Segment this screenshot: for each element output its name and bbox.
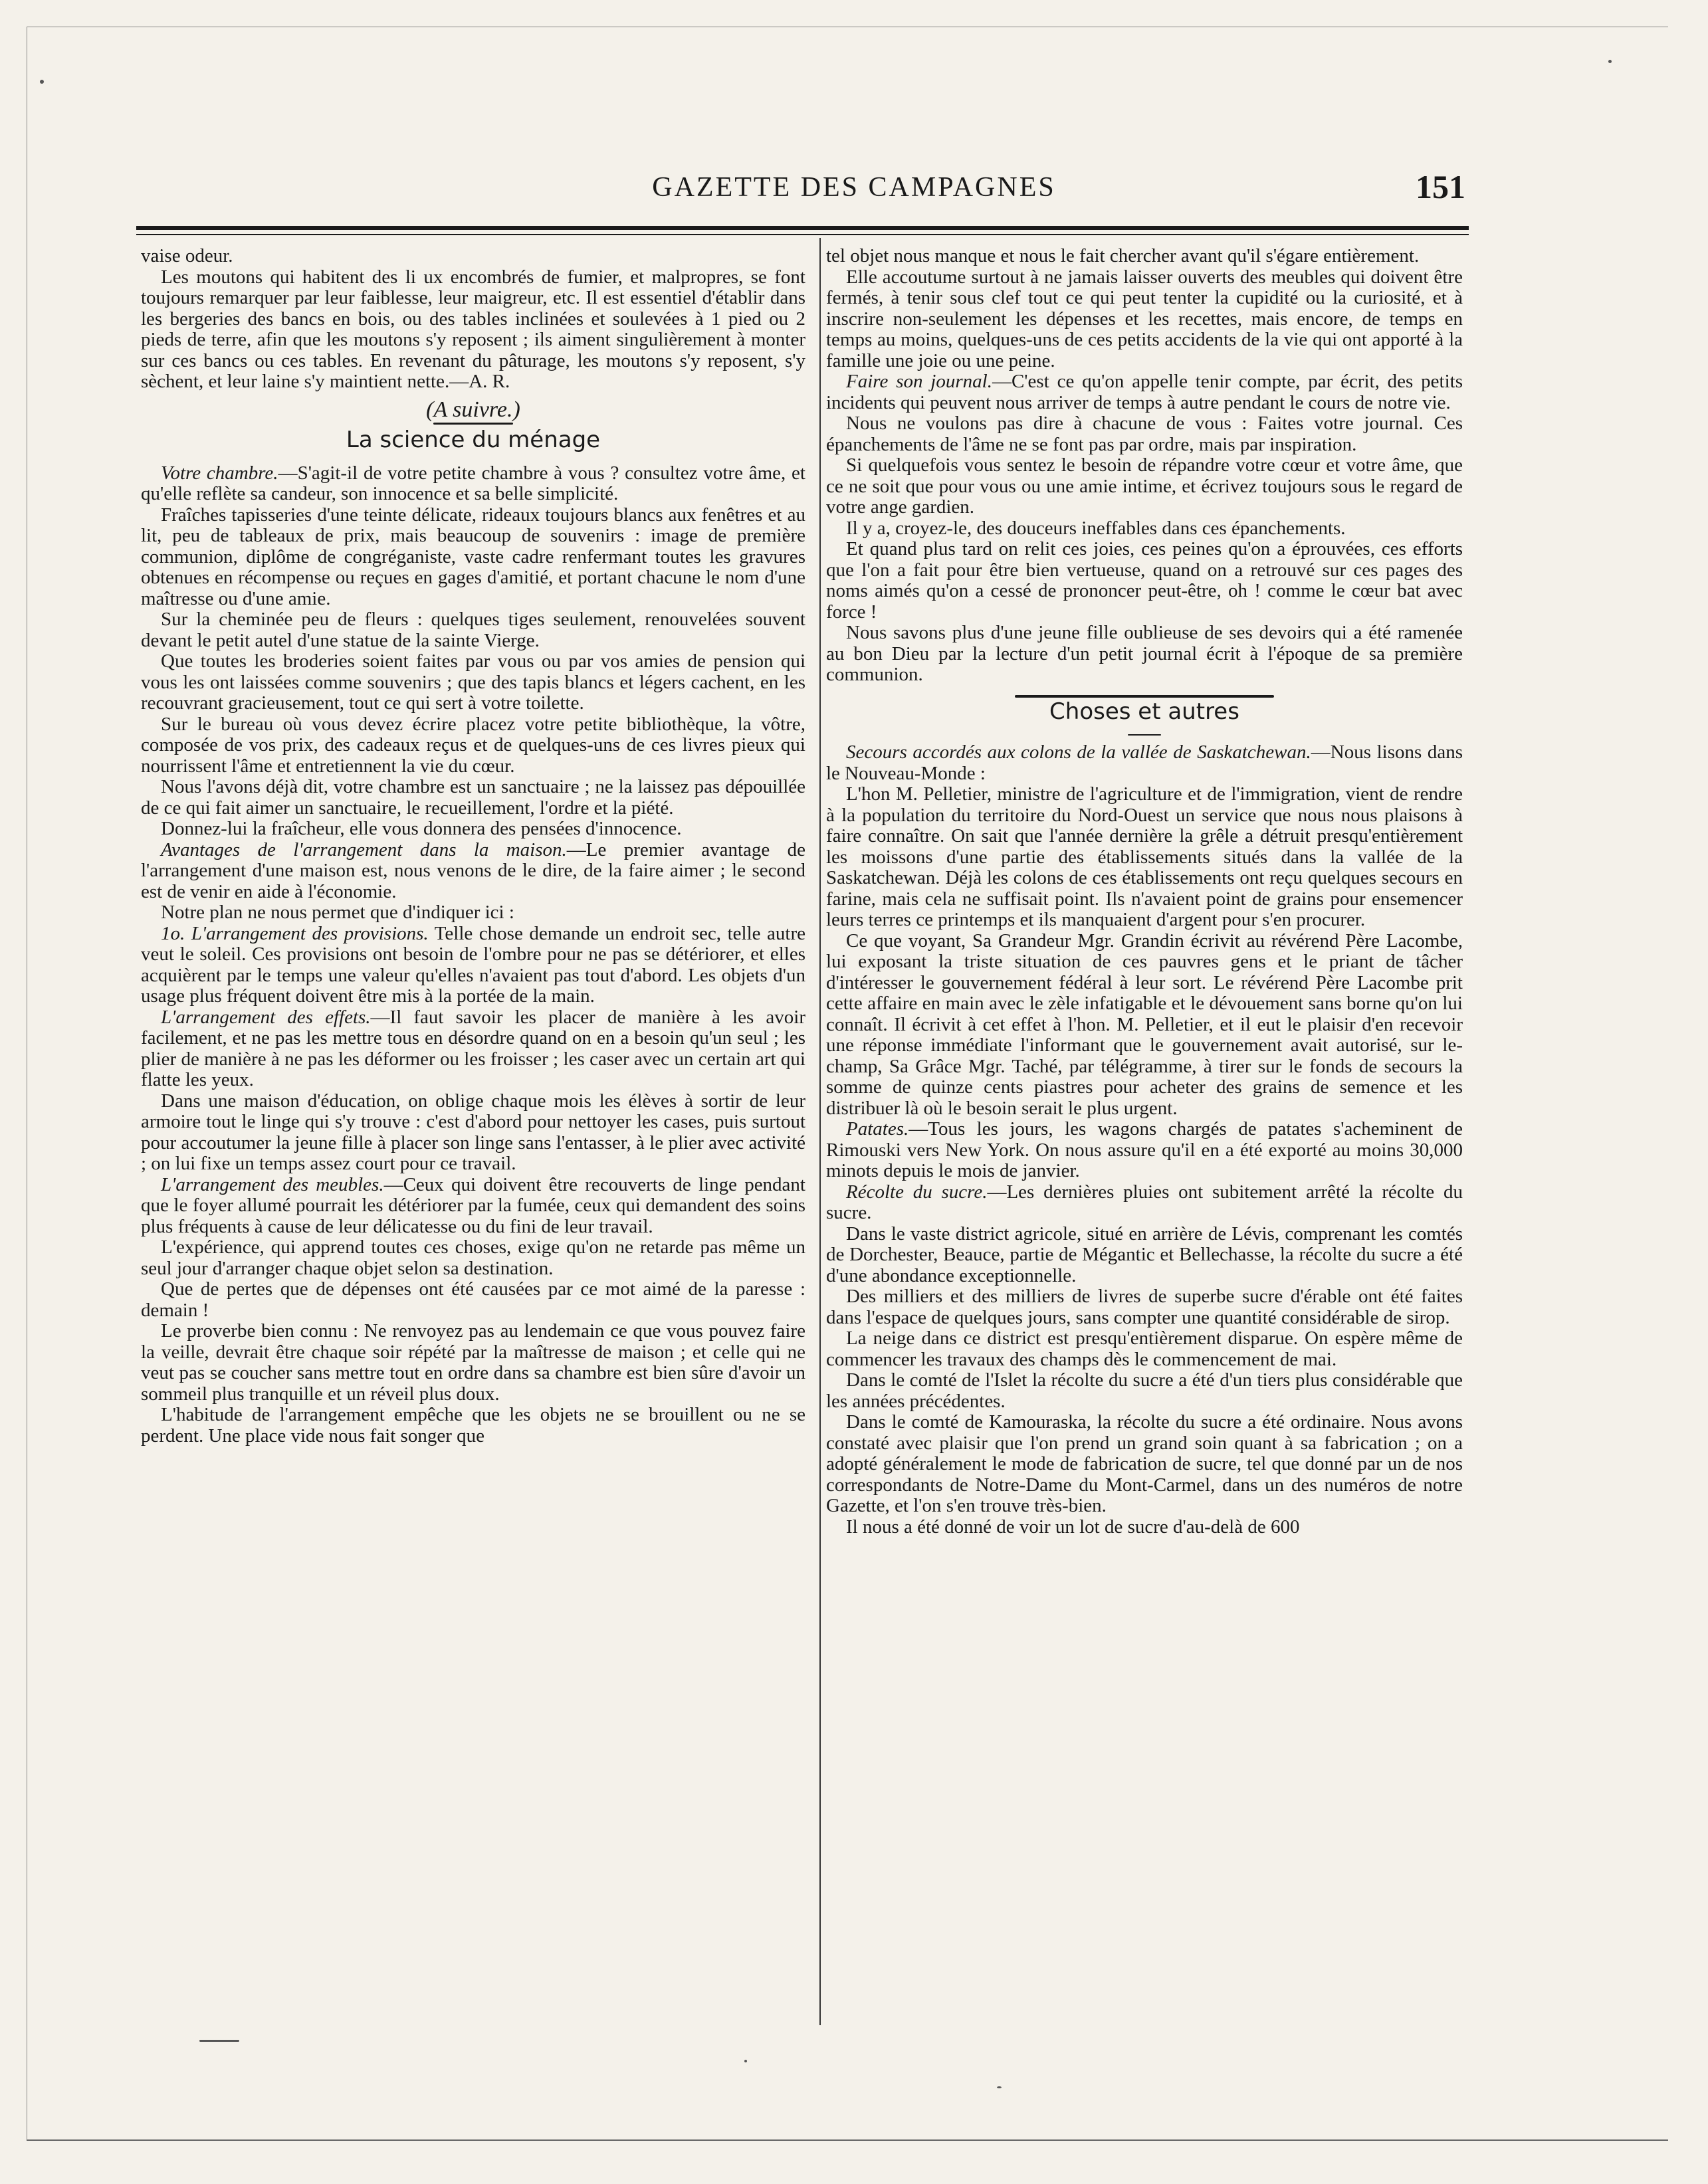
paragraph-text: Il y a, croyez-le, des douceurs ineffables dans ces épanchements. — [846, 517, 1346, 539]
paragraph-text: —Il faut savoir les placer de manière à les avoir facilement, et ne pas les mettre tous en désordre quand on en a besoin qu'un seul ; les plier de manière à ne pas les déformer ou les froisser ; les caser avec un certain art qui flatte les yeux. — [141, 1006, 805, 1090]
article-paragraph — [141, 902, 805, 924]
ornament-divider — [1128, 734, 1161, 736]
paragraph-lead: Secours accordés aux colons de la vallée de Saskatchewan. — [846, 742, 1311, 763]
paragraph-text: —S'agit-il de votre petite chambre à vous ? consultez votre âme, et qu'elle reflète sa candeur, son innocence et sa belle simplicité. — [141, 462, 805, 504]
paragraph-text: La neige dans ce district est presqu'entièrement disparue. On espère même de commencer les travaux des champs dès le commencement de mai. — [826, 1328, 1463, 1370]
paragraph-lead: Patates. — [846, 1118, 909, 1140]
paragraph-text: tel objet nous manque et nous le fait chercher avant qu'il s'égare entièrement. — [826, 246, 1420, 266]
paragraph-text: Sur la cheminée peu de fleurs : quelques tiges seulement, renouvelées souvent devant le petit autel d'une statue de la sainte Vierge. — [141, 609, 805, 651]
article-paragraph — [141, 651, 805, 714]
paragraph-text: —Les dernières pluies ont subitement arrêté la récolte du sucre. — [826, 1181, 1463, 1223]
paragraph-text: L'habitude de l'arrangement empêche que les objets ne se brouillent ou ne se perdent. Une place vide nous fait songer que — [141, 1404, 805, 1446]
paragraph-text: Sur le bureau où vous devez écrire placez votre petite bibliothèque, la vôtre, composée de vos prix, des cadeaux reçus et de quelques-uns de ces livres pieux qui nourrissent l'âme et entretiennent la vie du cœur. — [141, 713, 805, 777]
paragraph-text: Dans le comté de l'Islet la récolte du sucre a été d'un tiers plus considérable que les années précédentes. — [826, 1369, 1463, 1412]
paragraph: vaise odeur. — [141, 246, 233, 266]
article-paragraph — [141, 777, 805, 819]
paragraph-text: —C'est ce qu'on appelle tenir compte, par écrit, des petits incidents qui peuvent nous arriver de temps à autre pendant le cours de notre vie. — [826, 371, 1463, 413]
article-paragraph — [826, 518, 1463, 540]
article-paragraph — [826, 742, 1463, 784]
article-paragraph — [141, 1279, 805, 1321]
right-body-top — [826, 246, 1463, 686]
article-paragraph — [826, 1182, 1463, 1224]
header-rule-thick — [136, 226, 1469, 230]
paragraph-lead: 1o. L'arrangement des provisions. — [161, 922, 429, 944]
paragraph-text: Dans le comté de Kamouraska, la récolte du sucre a été ordinaire. Nous avons constaté avec plaisir que l'on prend un grand soin quant à sa fabrication ; on a adopté généralement le mode de fabrication de sucre, tel que donné par un de nos correspondants de Notre-Dame du Mont-Carmel, dans un des numéros de notre Gazette, et l'on s'en trouve très-bien. — [826, 1411, 1463, 1516]
paragraph-lead: Votre chambre. — [161, 462, 278, 484]
article-paragraph — [826, 784, 1463, 931]
paragraph-lead: L'arrangement des effets. — [161, 1006, 371, 1028]
article-paragraph — [141, 609, 805, 651]
paragraph-text: Si quelquefois vous sentez le besoin de répandre votre cœur et votre âme, que ce ne soit que pour vous ou une amie intime, et écrivez toujours sous le regard de votre ange gardien. — [826, 454, 1463, 518]
article-paragraph — [826, 1119, 1463, 1182]
newspaper-title: GAZETTE DES CAMPAGNES — [652, 172, 1056, 203]
paragraph-text: Donnez-lui la fraîcheur, elle vous donnera des pensées d'innocence. — [161, 818, 682, 839]
article-paragraph — [141, 924, 805, 1007]
article-paragraph — [826, 413, 1463, 455]
article-paragraph — [141, 463, 805, 505]
article-paragraph — [826, 1224, 1463, 1287]
article-paragraph — [826, 246, 1463, 267]
paragraph-text: —Le premier avantage de l'arrangement d'une maison est, nous venons de le dire, de la faire aimer ; le second est de venir en aide à l'économie. — [141, 839, 805, 902]
article-paragraph — [141, 1007, 805, 1091]
right-section-body — [826, 742, 1463, 1538]
paragraph-text: Des milliers et des milliers de livres de superbe sucre d'érable ont été faites dans l'espace de quelques jours, sans compter une quantité considérable de sirop. — [826, 1286, 1463, 1328]
paragraph-text: Telle chose demande un endroit sec, telle autre veut le soleil. Ces provisions ont besoin de l'ombre pour ne pas se détériorer, et elles acquièrent par le temps une valeur qu'elles n'avaient pas tout d'abord. Les objets d'un usage plus fréquent doivent être mis à la portée de la main. — [141, 922, 805, 1007]
paragraph-text: L'hon M. Pelletier, ministre de l'agriculture et de l'immigration, vient de rendre à la population du territoire du Nord-Ouest un service que nous nous plaisons à faire connaître. On sait que l'année dernière la grêle a détruit presqu'entièrement les moissons d'une partie des établissements situés dans la vallée de la Saskatchewan. Déjà les colons de ces établissements ont reçu quelques secours en farine, mais cela ne suffisait point. Ils n'avaient point de grains pour ensemencer leurs terres ce printemps et ils manquaient d'argent pour s'en procurer. — [826, 783, 1463, 930]
paragraph-text: Nous savons plus d'une jeune fille oublieuse de ses devoirs qui a été ramenée au bon Dieu par la lecture d'un petit journal écrit à l'époque de sa première communion. — [826, 622, 1463, 685]
paragraph-text: Que de pertes que de dépenses ont été causées par ce mot aimé de la paresse : demain ! — [141, 1278, 805, 1321]
paragraph-text: Notre plan ne nous permet que d'indiquer ici : — [161, 902, 514, 923]
paragraph-text: L'expérience, qui apprend toutes ces choses, exige qu'on ne retarde pas même un seul jour d'arranger chaque objet selon sa destination. — [141, 1237, 805, 1279]
article-paragraph — [141, 1405, 805, 1446]
page-number: 151 — [1416, 168, 1465, 205]
article-paragraph — [141, 714, 805, 777]
article-paragraph — [826, 1412, 1463, 1517]
article-paragraph — [141, 840, 805, 903]
section-title-science-menage: La science du ménage — [346, 427, 601, 453]
article-paragraph — [141, 1175, 805, 1238]
paragraph-lead: Récolte du sucre. — [846, 1181, 988, 1203]
ornament-divider — [433, 423, 513, 425]
paragraph-text: Elle accoutume surtout à ne jamais laisser ouverts des meubles qui doivent être fermés, à tenir sous clef tout ce qui peut tenter la cupidité ou la curiosité, et à inscrire non-seulement les dépenses et les recettes, mais encore, de temps en temps au moins, quelques-uns de ces petits accidents de la vie qui ont apporté à la famille une joie ou une peine. — [826, 266, 1463, 371]
paragraph-text: —Nous lisons dans le Nouveau-Monde : — [826, 742, 1463, 784]
paragraph-lead: Faire son journal. — [846, 371, 992, 392]
paragraph-text: Le proverbe bien connu : Ne renvoyez pas au lendemain ce que vous pouvez faire la veille, devrait être chaque soir répété par la maîtresse de maison ; et celle qui ne veut pas se coucher sans mettre tout en ordre dans sa chambre est bien sûre d'avoir un sommeil plus tranquille et un réveil plus doux. — [141, 1320, 805, 1405]
paragraph-text: —Tous les jours, les wagons chargés de patates s'acheminent de Rimouski vers New York. On nous assure qu'il en a été exporté au moins 30,000 minots depuis le mois de janvier. — [826, 1118, 1463, 1181]
paragraph-text: —Ceux qui doivent être recouverts de linge pendant que le foyer allumé pourrait les détériorer par la fumée, ceux qui demandent des soins plus fréquents à cause de leur délicatesse ou du fini de leur travail. — [141, 1173, 805, 1237]
article-paragraph — [826, 623, 1463, 686]
article-paragraph — [826, 371, 1463, 413]
article-paragraph — [826, 539, 1463, 623]
paragraph-text: Il nous a été donné de voir un lot de sucre d'au-delà de 600 — [846, 1516, 1300, 1538]
left-column — [141, 246, 805, 2033]
article-paragraph — [826, 931, 1463, 1120]
paragraph-lead: L'arrangement des meubles. — [161, 1173, 384, 1195]
article-paragraph — [141, 1321, 805, 1405]
ornament-divider — [1015, 695, 1274, 698]
article-paragraph — [826, 1286, 1463, 1328]
article-paragraph — [141, 1091, 805, 1175]
column-divider — [819, 238, 821, 2025]
paragraph: Les moutons qui habitent des li ux encombrés de fumier, et malpropres, se font toujours remarquer par leur faiblesse, leur maigreur, etc. Il est essentiel d'établir dans les bergeries des bancs en bois, ou des tables inclinées et soulevées à 1 pied ou 2 pieds de terre, afin que les moutons s'y reposent ; ils aiment singulièrement à monter sur ces bancs ou ces tables. En revenant du pâturage, les moutons s'y reposent, s'y sèchent, et leur laine s'y maintient nette.—A. R. — [141, 266, 805, 392]
article-paragraph — [826, 1328, 1463, 1370]
article-paragraph — [141, 505, 805, 610]
paragraph-text: Que toutes les broderies soient faites par vous ou par vos amies de pension qui vous les ont laissées comme souvenirs ; que des tapis blancs et légers cachent, en les recouvrant gracieusement, tout ce qui sert à votre toilette. — [141, 650, 805, 714]
right-column — [826, 246, 1463, 2033]
left-section-body — [141, 463, 805, 1447]
article-paragraph — [826, 1370, 1463, 1412]
header-rule-thin — [136, 234, 1469, 235]
paragraph-text: Ce que voyant, Sa Grandeur Mgr. Grandin écrivit au révérend Père Lacombe, lui exposant la triste situation de ces pauvres gens et le priant de tâcher d'intéresser le gouvernement fédéral à leur sort. Le révérend Père Lacombe prit cette affaire en main avec le zèle infatigable et le dévouement sans borne qu'on lui connaît. Il écrivit à cet effet à l'hon. M. Pelletier, et il eut le plaisir d'en recevoir une réponse immédiate l'informant que le gouvernement avait autorisé, sur le-champ, Sa Grâce Mgr. Taché, par télégramme, à tirer sur le fonds de secours la somme de quinze cents piastres pour acheter des grains de semence et les distribuer là où le besoin serait le plus urgent. — [826, 930, 1463, 1119]
paragraph-lead: Avantages de l'arrangement dans la maison. — [161, 839, 567, 860]
paragraph-text: Dans une maison d'éducation, on oblige chaque mois les élèves à sortir de leur armoire tout le linge qui s'y trouve : c'est d'abord pour nettoyer les cases, puis surtout pour accoutumer la jeune fille à placer son linge sans l'entasser, à le plier avec activité ; on lui fixe un temps assez court pour ce travail. — [141, 1090, 805, 1174]
article-paragraph — [141, 819, 805, 840]
paragraph-text: Fraîches tapisseries d'une teinte délicate, rideaux toujours blancs aux fenêtres et au lit, peu de tableaux de prix, mais beaucoup de souvenirs : image de première communion, diplôme de congréganiste, vaste cadre renfermant toutes les gravures obtenues en récompense ou reçues en gages d'amitié, et portant chacune le nom d'une maîtresse ou d'une amie. — [141, 504, 805, 609]
paragraph-text: Dans le vaste district agricole, situé en arrière de Lévis, comprenant les comtés de Dorchester, Beauce, partie de Mégantic et Bellechasse, la récolte du sucre a été d'une abondance exceptionnelle. — [826, 1223, 1463, 1286]
section-title-choses-autres: Choses et autres — [1049, 698, 1239, 725]
article-paragraph — [826, 455, 1463, 518]
article-paragraph — [826, 267, 1463, 372]
paragraph-text: Nous ne voulons pas dire à chacune de vous : Faites votre journal. Ces épanchements de l'âme ne se font pas par ordre, mais par inspiration. — [826, 413, 1463, 455]
article-paragraph — [141, 1237, 805, 1279]
paragraph-text: Nous l'avons déjà dit, votre chambre est un sanctuaire ; ne la laissez pas dépouillée de ce qui fait aimer un sanctuaire, le recueillement, l'ordre et la piété. — [141, 776, 805, 819]
paragraph-text: Et quand plus tard on relit ces joies, ces peines qu'on a éprouvées, ces efforts que l'on a fait pour être bien vertueuse, quand on a retrouvé sur ces pages des noms aimés qu'on a cessé de prononcer peut-être, oh ! comme le cœur bat avec force ! — [826, 538, 1463, 623]
article-paragraph — [826, 1517, 1463, 1538]
to-be-continued: (A suivre.) — [426, 397, 520, 422]
scan-edge-bottom — [27, 2139, 1668, 2141]
